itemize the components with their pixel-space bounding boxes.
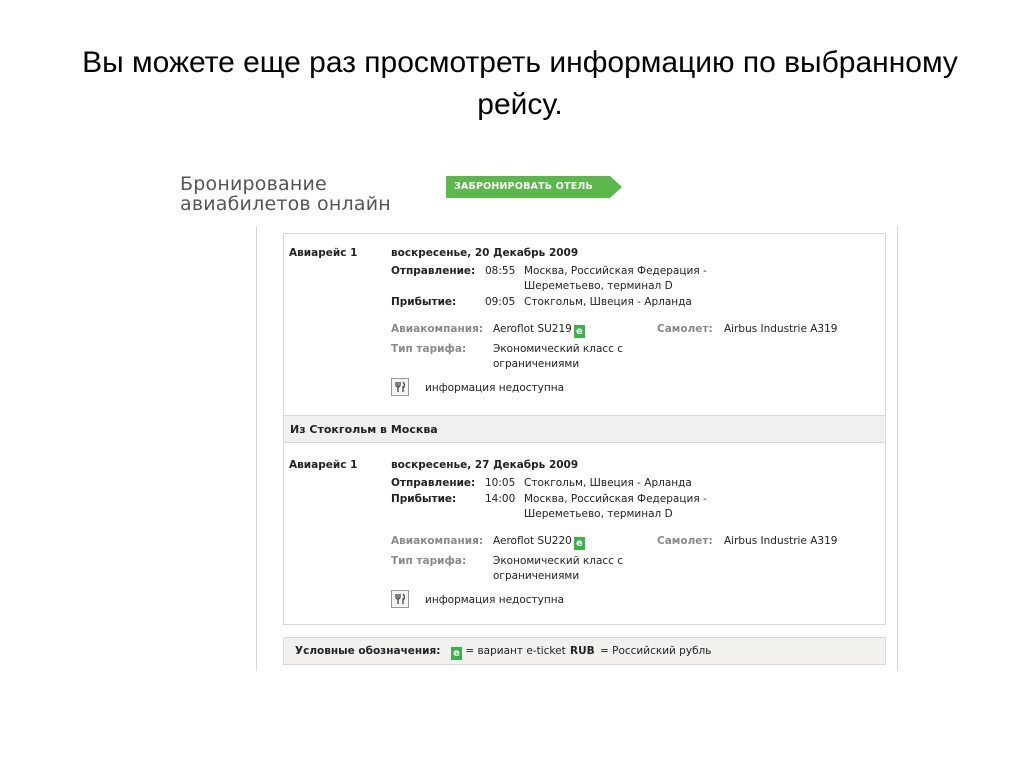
book-hotel-label: ЗАБРОНИРОВАТЬ ОТЕЛЬ	[454, 181, 593, 192]
departure-place-2: Шереметьево, терминал D	[524, 280, 673, 292]
frame-line-right	[897, 226, 898, 671]
aircraft-label: Самолет:	[657, 535, 713, 547]
meal-info: информация недоступна	[425, 594, 565, 606]
fare-value-2: ограничениями	[493, 358, 580, 370]
arrival-label: Прибытие:	[391, 493, 457, 505]
flights-panel	[283, 233, 886, 625]
fork-knife-icon	[391, 378, 409, 396]
brand-title	[180, 174, 391, 214]
airline-name: Aeroflot SU220	[493, 535, 572, 547]
brand-line-2: авиабилетов онлайн	[180, 193, 391, 215]
airline-value	[493, 321, 585, 338]
fork-knife-icon	[391, 590, 409, 608]
fare-value-2: ограничениями	[493, 570, 580, 582]
departure-place-1: Москва, Российская Федерация -	[524, 265, 707, 277]
frame-line-left	[256, 226, 257, 671]
slide-title: Вы можете еще раз просмотреть информацию по выбранному рейсу.	[82, 46, 958, 121]
departure-label: Отправление:	[391, 265, 476, 277]
legend-bar	[283, 637, 886, 665]
eticket-badge: e	[574, 325, 585, 338]
return-section-header	[284, 415, 885, 443]
flight-label: Авиарейс 1	[289, 247, 358, 259]
departure-place-1: Стокгольм, Швеция - Арланда	[524, 477, 692, 489]
fare-value-1: Экономический класс с	[493, 343, 624, 355]
fare-label: Тип тарифа:	[391, 343, 467, 355]
brand-line-1: Бронирование	[180, 173, 327, 195]
aircraft-value: Airbus Industrie A319	[724, 323, 838, 335]
arrival-place-1: Стокгольм, Швеция - Арланда	[524, 296, 692, 308]
legend-eticket-text: = вариант e-ticket	[465, 645, 566, 657]
eticket-badge: e	[451, 647, 462, 660]
fare-label: Тип тарифа:	[391, 555, 467, 567]
legend-label: Условные обозначения:	[295, 645, 441, 657]
departure-time: 08:55	[485, 265, 516, 277]
legend-eticket	[449, 643, 566, 660]
legend-currency-code: RUB	[570, 645, 595, 657]
meal-info: информация недоступна	[425, 382, 565, 394]
aircraft-value: Airbus Industrie A319	[724, 535, 838, 547]
airline-value	[493, 533, 585, 550]
airline-label: Авиакомпания:	[391, 323, 484, 335]
eticket-badge: e	[574, 537, 585, 550]
fare-value-1: Экономический класс с	[493, 555, 624, 567]
arrival-label: Прибытие:	[391, 296, 457, 308]
departure-label: Отправление:	[391, 477, 476, 489]
legend-currency-text: = Российский рубль	[600, 645, 712, 657]
arrival-place-1: Москва, Российская Федерация -	[524, 493, 707, 505]
airline-name: Aeroflot SU219	[493, 323, 572, 335]
flight-date: воскресенье, 20 Декабрь 2009	[391, 247, 579, 259]
return-header-label: Из Стокгольм в Москва	[290, 423, 438, 436]
flight-label: Авиарейс 1	[289, 459, 358, 471]
airline-label: Авиакомпания:	[391, 535, 484, 547]
arrival-place-2: Шереметьево, терминал D	[524, 508, 673, 520]
arrival-time: 09:05	[485, 296, 516, 308]
departure-time: 10:05	[485, 477, 516, 489]
book-hotel-button[interactable]	[446, 176, 622, 198]
flight-date: воскресенье, 27 Декабрь 2009	[391, 459, 579, 471]
aircraft-label: Самолет:	[657, 323, 713, 335]
arrival-time: 14:00	[485, 493, 516, 505]
